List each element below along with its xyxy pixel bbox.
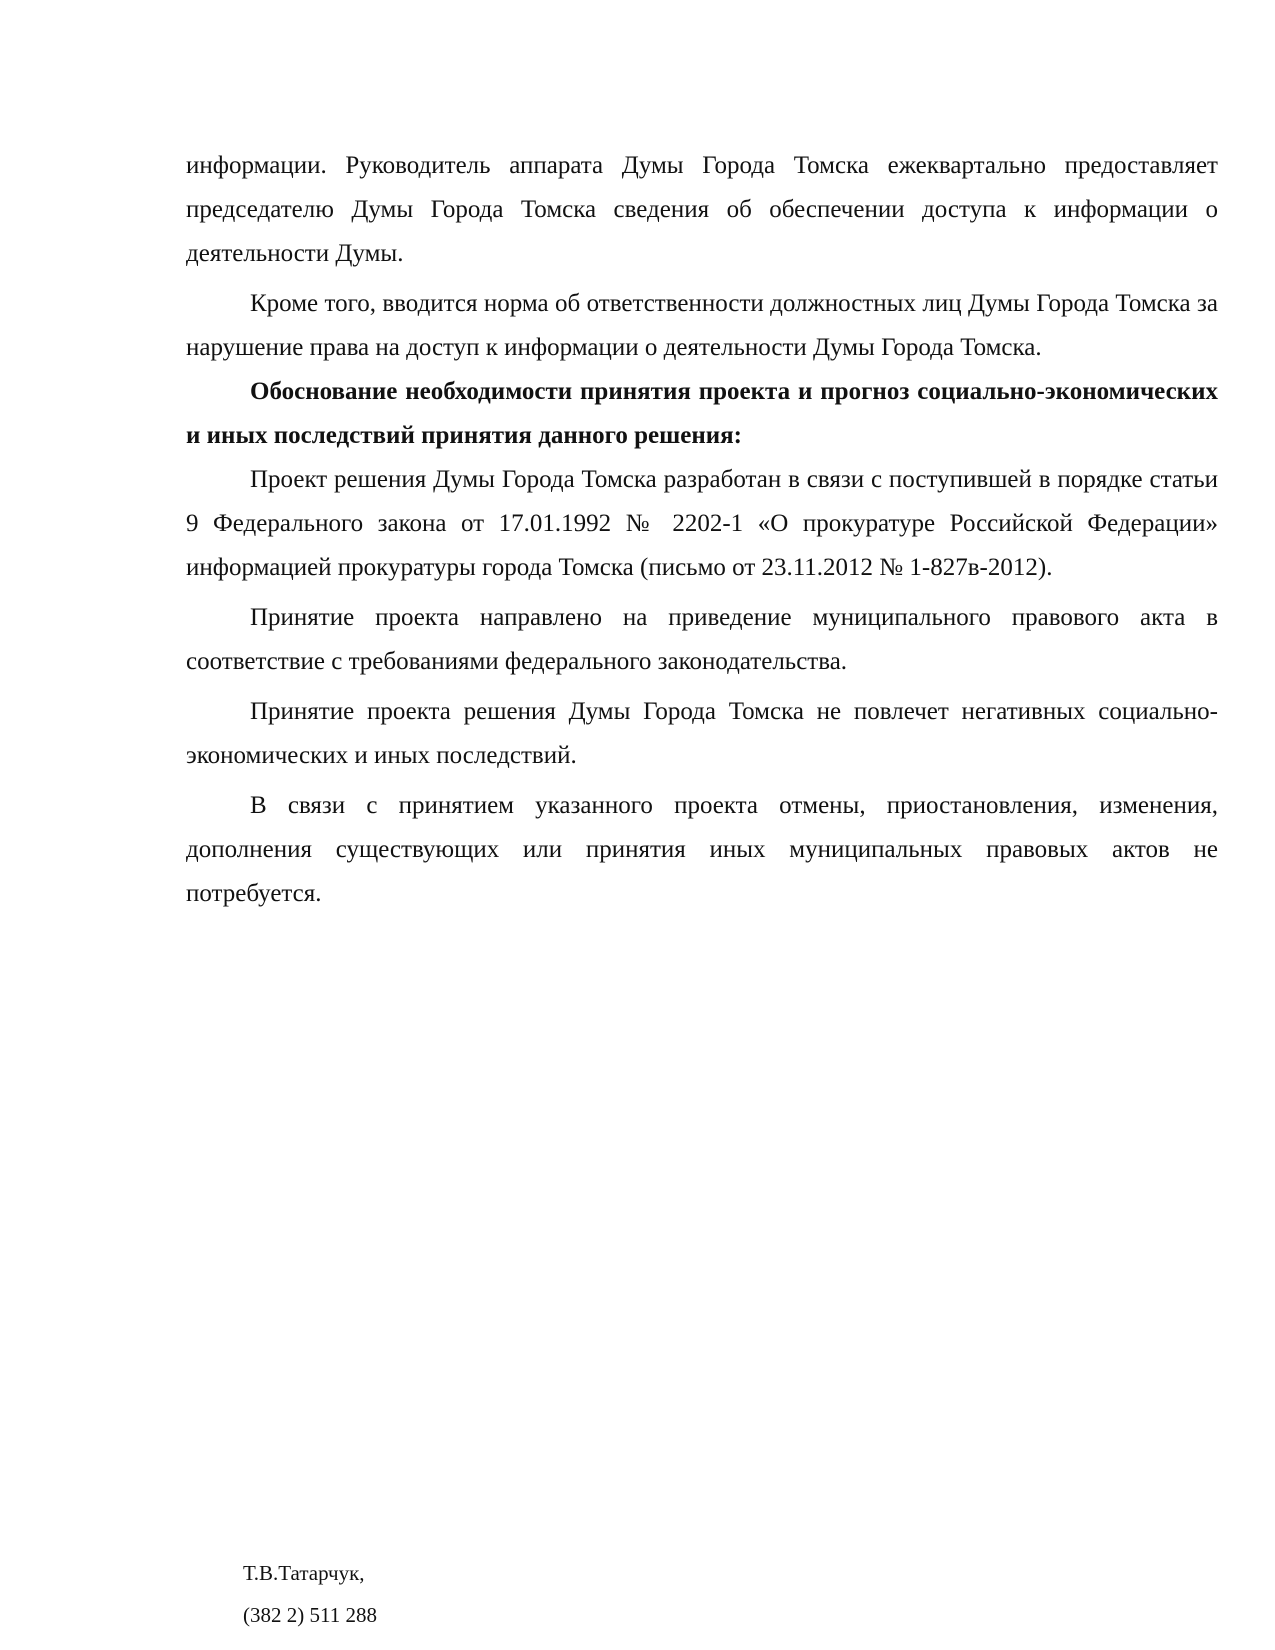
contact-block [243,1552,377,1636]
paragraph-purpose: Принятие проекта направлено на приведение муниципального правового акта в соответствие с требованиями федерального законодательства. [186,604,1218,675]
paragraph-responsibility: Кроме того, вводится норма об ответственности должностных лиц Думы Города Томска за нарушение права на доступ к информации о деятельности Думы Города Томска. [186,290,1218,361]
paragraph-information-access: информации. Руководитель аппарата Думы Города Томска ежеквартально предоставляет председателю Думы Города Томска сведения об обеспечении доступа к информации о деятельности Думы. [186,152,1218,267]
paragraph-other-acts: В связи с принятием указанного проекта отмены, приостановления, изменения, дополнения существующих или принятия иных муниципальных правовых актов не потребуется. [186,792,1218,907]
section-heading-justification: Обоснование необходимости принятия проекта и прогноз социально-экономических и иных последствий принятия данного решения: [186,378,1218,449]
document-body [186,144,1218,916]
contact-phone: (382 2) 511 288 [243,1603,377,1627]
contact-name: Т.В.Татарчук, [243,1561,365,1585]
paragraph-draft-origin: Проект решения Думы Города Томска разработан в связи с поступившей в порядке статьи 9 Федерального закона от 17.01.1992 № 2202-1 «О прокуратуре Российской Федерации» информацией прокуратуры города Томска (письмо от 23.11.2012 № 1-827в-2012). [186,466,1218,581]
paragraph-consequences: Принятие проекта решения Думы Города Томска не повлечет негативных социально-экономических и иных последствий. [186,698,1218,769]
